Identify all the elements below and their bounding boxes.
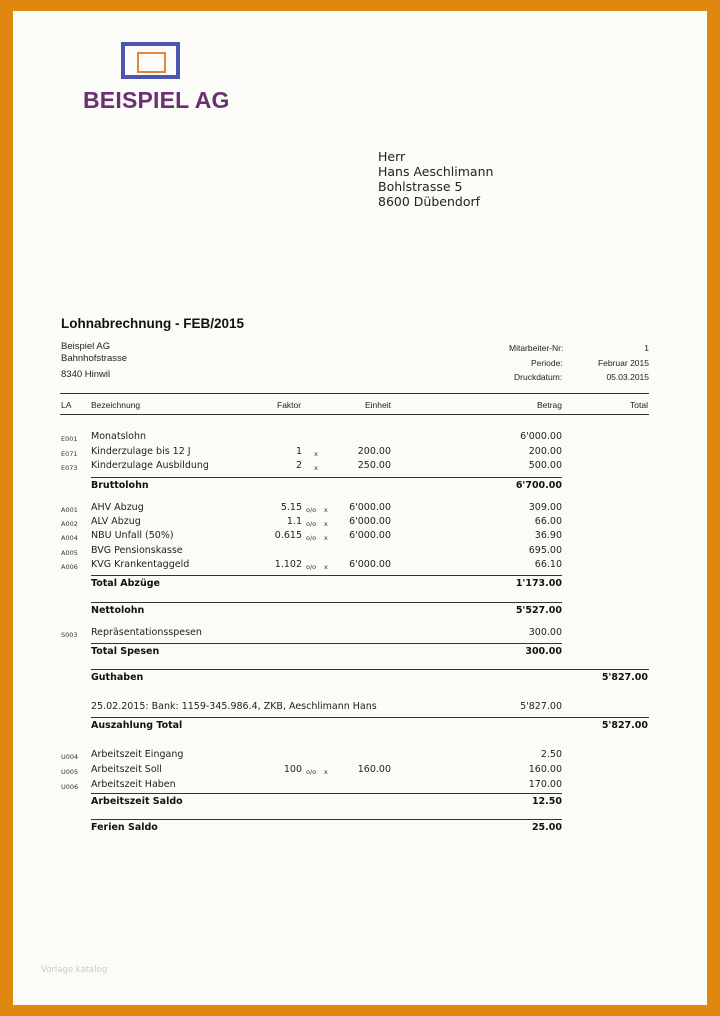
row-einheit: 6'000.00 [349, 516, 391, 527]
row-unit: x [324, 506, 328, 514]
row-label: Arbeitszeit Eingang [91, 749, 184, 760]
payslip-page [13, 11, 707, 1005]
rule-brutto [91, 477, 562, 478]
rule-ferien [91, 819, 562, 820]
row-einheit: 6'000.00 [349, 502, 391, 513]
row-unit: o/o [306, 563, 317, 571]
recipient-name: Hans Aeschlimann [378, 164, 494, 179]
col-bezeichnung: Bezeichnung [91, 400, 141, 410]
row-faktor: 5.15 [280, 502, 302, 513]
bank-payment-value: 5'827.00 [520, 701, 562, 712]
row-unit: x [314, 464, 318, 472]
row-unit: o/o [306, 520, 317, 528]
row-faktor: 0.615 [274, 530, 302, 541]
row-code: U005 [61, 768, 79, 776]
company-logo-icon [121, 42, 180, 79]
row-faktor: 1 [295, 446, 302, 457]
header-rule-top [60, 393, 649, 394]
row-code: E071 [61, 450, 78, 458]
row-betrag: 2.50 [540, 749, 562, 760]
row-code: E001 [61, 435, 78, 443]
rule-netto [91, 602, 562, 603]
rule-auszahlung [91, 717, 649, 718]
row-code: S003 [61, 631, 78, 639]
rule-abzuege [91, 575, 562, 576]
row-label: NBU Unfall (50%) [91, 530, 174, 541]
az-saldo-label: Arbeitszeit Saldo [91, 796, 183, 807]
row-label: Repräsentationsspesen [91, 627, 202, 638]
print-date-label: Druckdatum: [514, 372, 563, 382]
row-unit: x [324, 563, 328, 571]
col-faktor: Faktor [277, 400, 302, 410]
col-einheit: Einheit [365, 400, 391, 410]
row-code: U004 [61, 753, 79, 761]
employee-nr-label: Mitarbeiter-Nr: [509, 343, 564, 353]
print-date-value: 05.03.2015 [606, 372, 649, 382]
row-einheit: 250.00 [357, 460, 391, 471]
company-street: Bahnhofstrasse [61, 353, 128, 364]
row-unit: x [314, 450, 318, 458]
row-code: A005 [61, 549, 78, 557]
row-betrag: 66.10 [534, 559, 562, 570]
bank-payment-label: 25.02.2015: Bank: 1159-345.986.4, ZKB, Aeschlimann Hans [91, 701, 377, 712]
auszahlung-value: 5'827.00 [601, 720, 648, 731]
row-code: A002 [61, 520, 78, 528]
netto-value: 5'527.00 [515, 605, 562, 616]
row-betrag: 500.00 [528, 460, 562, 471]
row-label: Kinderzulage bis 12 J [91, 446, 191, 457]
row-einheit: 6'000.00 [349, 530, 391, 541]
row-faktor: 2 [295, 460, 302, 471]
row-label: Arbeitszeit Soll [91, 764, 162, 775]
rule-guthaben [91, 669, 649, 670]
guthaben-value: 5'827.00 [601, 672, 648, 683]
row-unit: x [324, 768, 328, 776]
row-faktor: 1.102 [274, 559, 302, 570]
row-label: KVG Krankentaggeld [91, 559, 190, 570]
company-logo-text: BEISPIEL AG [83, 87, 230, 113]
row-betrag: 300.00 [528, 627, 562, 638]
row-einheit: 6'000.00 [349, 559, 391, 570]
spesen-label: Total Spesen [91, 646, 160, 657]
row-unit: x [324, 520, 328, 528]
row-unit: x [324, 534, 328, 542]
row-code: E073 [61, 464, 78, 472]
row-betrag: 309.00 [528, 502, 562, 513]
row-faktor: 1.1 [286, 516, 302, 527]
col-la: LA [61, 400, 72, 410]
row-label: AHV Abzug [91, 502, 144, 513]
rule-spesen [91, 643, 562, 644]
ferien-value: 25.00 [531, 822, 562, 833]
col-total: Total [630, 400, 648, 410]
row-unit: o/o [306, 768, 317, 776]
col-betrag: Betrag [536, 400, 562, 410]
row-betrag: 36.90 [534, 530, 562, 541]
guthaben-label: Guthaben [91, 672, 144, 683]
row-einheit: 160.00 [357, 764, 391, 775]
row-betrag: 200.00 [528, 446, 562, 457]
recipient-salutation: Herr [378, 149, 406, 164]
row-code: U006 [61, 783, 79, 791]
row-faktor: 100 [283, 764, 302, 775]
row-unit: o/o [306, 506, 317, 514]
az-saldo-value: 12.50 [531, 796, 562, 807]
row-unit: o/o [306, 534, 317, 542]
auszahlung-label: Auszahlung Total [91, 720, 183, 731]
ferien-label: Ferien Saldo [91, 822, 158, 833]
row-betrag: 66.00 [534, 516, 562, 527]
netto-label: Nettolohn [91, 605, 145, 616]
abzuege-value: 1'173.00 [515, 578, 562, 589]
row-betrag: 695.00 [528, 545, 562, 556]
employee-nr-value: 1 [644, 343, 649, 353]
recipient-city: 8600 Dübendorf [378, 194, 481, 209]
row-betrag: 6'000.00 [520, 431, 562, 442]
period-label: Periode: [531, 358, 563, 368]
spesen-value: 300.00 [525, 646, 562, 657]
rule-arbeitszeit [91, 793, 562, 794]
row-label: Arbeitszeit Haben [91, 779, 176, 790]
header-rule-bottom [60, 414, 649, 415]
company-name: Beispiel AG [61, 341, 111, 352]
brutto-label: Bruttolohn [91, 480, 149, 491]
row-code: A006 [61, 563, 78, 571]
recipient-street: Bohlstrasse 5 [378, 179, 463, 194]
row-label: BVG Pensionskasse [91, 545, 183, 556]
row-code: A001 [61, 506, 78, 514]
row-einheit: 200.00 [357, 446, 391, 457]
watermark: Vorlage katalog [41, 965, 108, 975]
brutto-value: 6'700.00 [515, 480, 562, 491]
abzuege-label: Total Abzüge [91, 578, 160, 589]
period-value: Februar 2015 [597, 358, 649, 368]
company-city: 8340 Hinwil [61, 369, 111, 380]
row-label: ALV Abzug [91, 516, 141, 527]
page-title: Lohnabrechnung - FEB/2015 [61, 316, 245, 331]
row-betrag: 170.00 [528, 779, 562, 790]
row-label: Monatslohn [91, 431, 147, 442]
row-betrag: 160.00 [528, 764, 562, 775]
row-code: A004 [61, 534, 78, 542]
row-label: Kinderzulage Ausbildung [91, 460, 209, 471]
